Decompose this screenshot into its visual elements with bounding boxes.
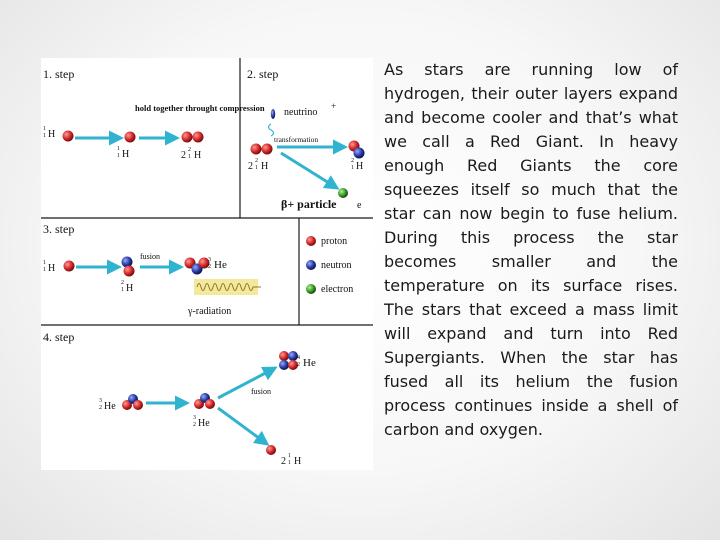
neutrino-label: neutrino — [284, 107, 318, 118]
proton-ball — [193, 132, 204, 143]
h2-mass: 2 — [188, 147, 191, 153]
product-z: 1 — [351, 165, 354, 171]
legend-neutron-label: neutron — [321, 260, 352, 271]
h2-symbol: H — [261, 161, 269, 172]
h1-symbol: H — [48, 263, 56, 274]
proton-ball — [205, 399, 215, 409]
h1-z: 1 — [43, 133, 46, 139]
h1-coefficient: 2 — [281, 456, 286, 467]
proton-ball — [63, 131, 74, 142]
gamma-glow — [194, 279, 258, 295]
h2b-mass: 2 — [121, 280, 124, 286]
neutrino-particle — [271, 109, 275, 119]
he3b-symbol: He — [198, 418, 210, 429]
fusion-label: fusion — [140, 252, 160, 261]
h1-mass: 1 — [43, 126, 46, 132]
legend-neutron-swatch — [306, 260, 316, 270]
h1-mass: 1 — [288, 453, 291, 459]
h1b-mass: 1 — [117, 146, 120, 152]
h1-mass: 1 — [43, 260, 46, 266]
gamma-label: γ-radiation — [188, 306, 232, 317]
neutrino-sign: + — [331, 101, 337, 111]
step4-panel — [43, 330, 316, 467]
h1b-z: 1 — [117, 153, 120, 159]
fusion-label: fusion — [251, 387, 271, 396]
legend-proton-swatch — [306, 236, 316, 246]
product-mass: 2 — [351, 158, 354, 164]
arrow — [281, 153, 337, 188]
h2-mass: 2 — [255, 158, 258, 164]
beta-particle-label: β+ particle — [281, 197, 337, 211]
legend-electron-label: electron — [321, 284, 354, 295]
step2-panel — [247, 67, 365, 211]
he3-z: 2 — [208, 264, 211, 270]
beta-symbol: e — [357, 200, 362, 211]
he3-symbol: He — [214, 259, 227, 271]
he4-z: 2 — [297, 362, 300, 368]
h2-z: 1 — [255, 165, 258, 171]
proton-ball — [262, 144, 273, 155]
he3-mass: 3 — [208, 257, 211, 263]
he4-symbol: He — [303, 357, 316, 369]
he3a-symbol: He — [104, 401, 116, 412]
step1-annotation: hold together throught compression — [135, 103, 265, 113]
h2b-z: 1 — [121, 287, 124, 293]
electron-ball — [338, 188, 348, 198]
step3-panel — [43, 222, 261, 317]
he3b-z: 2 — [193, 422, 196, 428]
he4-mass: 4 — [297, 355, 300, 361]
proton-ball — [266, 445, 276, 455]
proton-ball — [279, 351, 289, 361]
step4-title: 4. step — [43, 330, 75, 344]
neutron-ball — [279, 360, 289, 370]
he3a-mass: 3 — [99, 398, 102, 404]
legend-proton-label: proton — [321, 236, 348, 247]
proton-ball — [251, 144, 262, 155]
step1-title: 1. step — [43, 67, 75, 81]
proton-ball — [133, 400, 143, 410]
proton-ball — [124, 266, 135, 277]
h2b-symbol: H — [126, 283, 134, 294]
neutron-ball — [354, 148, 365, 159]
arrow — [218, 408, 267, 444]
proton-ball — [125, 132, 136, 143]
h2-symbol: H — [194, 150, 202, 161]
transformation-label: transformation — [274, 135, 319, 144]
h1-z: 1 — [43, 267, 46, 273]
step3-title: 3. step — [43, 222, 75, 236]
body-text: As stars are running low of hydrogen, their outer layers expand and become cooler and that’s what we call a Red Giant. In heavy enough Red Giants the core squeezes itself so much that the star can now begin to fuse helium. During this process the star becomes smaller and the temperature on its surface rises. The stars that exceed a mass limit will expand and turn into Red Supergiants. When the star has fused all its helium the fusion process continues inside a shell of carbon and oxygen. — [384, 60, 678, 439]
h1-symbol: H — [48, 129, 56, 140]
h1-symbol: H — [294, 456, 302, 467]
fusion-diagram — [41, 58, 373, 470]
step2-title: 2. step — [247, 67, 279, 81]
h1-z: 1 — [288, 460, 291, 466]
step1-panel — [43, 67, 265, 161]
he3a-z: 2 — [99, 405, 102, 411]
h2-coefficient: 2 — [248, 161, 253, 172]
product-symbol: H — [356, 161, 364, 172]
h2-z: 1 — [188, 154, 191, 160]
legend — [306, 236, 353, 295]
h2-coefficient: 2 — [181, 150, 186, 161]
he3b-mass: 3 — [193, 415, 196, 421]
h1b-symbol: H — [122, 149, 130, 160]
proton-ball — [64, 261, 75, 272]
neutrino-wave — [269, 124, 274, 136]
proton-ball — [182, 132, 193, 143]
legend-electron-swatch — [306, 284, 316, 294]
